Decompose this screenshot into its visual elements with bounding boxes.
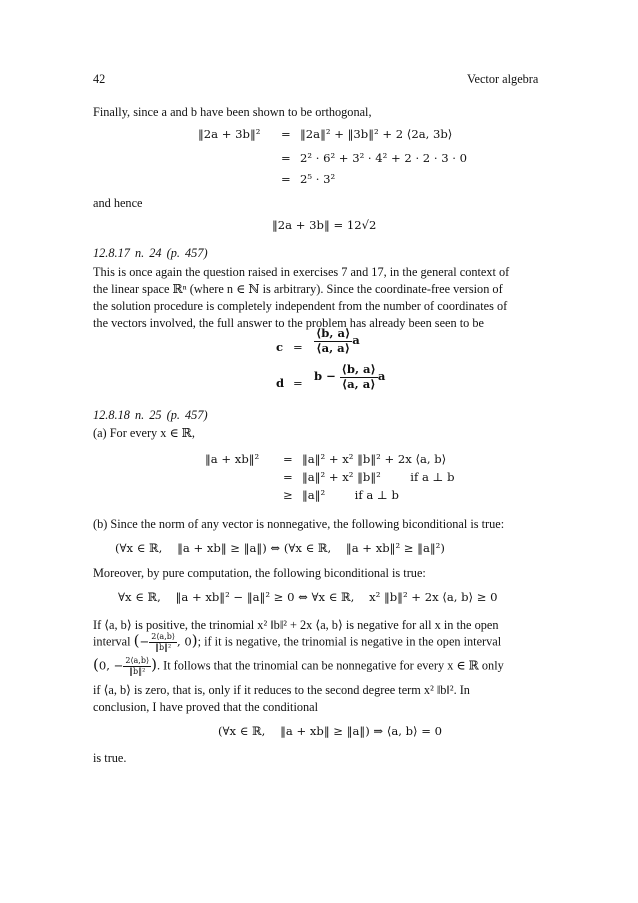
eq1-lhs: ‖2a + 3b‖² xyxy=(198,127,261,141)
ex17-heading: 12.8.17 n. 24 (p. 457) xyxy=(93,246,208,260)
conclusion-line2 xyxy=(93,633,501,652)
d-denominator: ⟨a, a⟩ xyxy=(341,376,376,391)
d-lhs: d xyxy=(276,376,285,390)
interval-2-open: ( xyxy=(93,655,99,674)
final-conditional: (∀x ∈ ℝ, ‖a + xb‖ ≥ ‖a‖) ⇒ ⟨a, b⟩ = 0 xyxy=(218,724,443,738)
biconditional-1: (∀x ∈ ℝ, ‖a + xb‖ ≥ ‖a‖) ⇔ (∀x ∈ ℝ, ‖a + xb‖² ≥ ‖a‖²) xyxy=(115,541,445,555)
c-denominator: ⟨a, a⟩ xyxy=(316,340,350,355)
eq1-rhs2: 2² · 6² + 3² · 4² + 2 · 2 · 3 · 0 xyxy=(300,151,468,165)
interval-2-fraction xyxy=(123,657,151,676)
part-b-text: (b) Since the norm of any vector is nonnegative, the following biconditional is true: xyxy=(93,517,505,531)
a-rel3: ≥ xyxy=(283,488,293,502)
interval-1: ( xyxy=(133,631,140,650)
interval-label: interval xyxy=(93,634,131,649)
interval-2-num: 2⟨a,b⟩ xyxy=(125,656,150,665)
a-rhs1: ‖a‖² + x² ‖b‖² + 2x ⟨a, b⟩ xyxy=(302,452,447,466)
interval-post: ; if it is negative, the trinomial is negative in the open interval xyxy=(197,634,502,649)
interval-1-fraction xyxy=(149,633,177,652)
a-rhs2: ‖a‖² + x² ‖b‖² if a ⊥ b xyxy=(302,470,455,484)
eq1-rel3: = xyxy=(281,172,291,186)
d-fraction xyxy=(340,364,378,390)
conclusion-line3-text: . It follows that the trinomial can be nonnegative for every x ∈ ℝ only xyxy=(156,658,504,673)
page-number: 42 xyxy=(93,72,106,86)
ex17-para-line3: the solution procedure is completely independent from the number of coordinates of xyxy=(93,299,508,313)
interval-2-close: ) xyxy=(151,655,157,674)
running-title: Vector algebra xyxy=(467,72,539,86)
conclusion-line3 xyxy=(93,657,504,676)
c-tail: a xyxy=(352,333,360,348)
a-lhs: ‖a + xb‖² xyxy=(205,452,260,466)
ex17-para-line1: This is once again the question raised in exercises 7 and 17, in the general context of xyxy=(93,265,510,279)
conclusion-line1: If ⟨a, b⟩ is positive, the trinomial x² ‖b‖² + 2x ⟨a, b⟩ is negative for all x in the open xyxy=(93,618,499,632)
d-rhs xyxy=(314,364,385,390)
is-true: is true. xyxy=(93,751,127,765)
a-rel1: = xyxy=(283,452,293,466)
d-rel: = xyxy=(293,376,303,390)
a-rel2: = xyxy=(283,470,293,484)
and-hence: and hence xyxy=(93,196,143,210)
c-numerator: ⟨b, a⟩ xyxy=(316,326,351,340)
eq1-rel2: = xyxy=(281,151,291,165)
c-rhs xyxy=(314,328,360,354)
interval-1-close: ) xyxy=(191,631,198,650)
a-rhs3: ‖a‖² if a ⊥ b xyxy=(302,488,399,502)
biconditional-2: ∀x ∈ ℝ, ‖a + xb‖² − ‖a‖² ≥ 0 ⇔ ∀x ∈ ℝ, x² ‖b‖² + 2x ⟨a, b⟩ ≥ 0 xyxy=(118,590,498,604)
c-lhs: c xyxy=(276,340,284,354)
eq2: ‖2a + 3b‖ = 12√2 xyxy=(272,218,377,232)
interval-1-den: ‖b‖² xyxy=(154,643,172,652)
ex17-para-line2: the linear space ℝⁿ (where n ∈ ℕ is arbitrary). Since the coordinate-free version of xyxy=(93,282,503,296)
interval-1-tail: , 0 xyxy=(176,634,192,649)
eq1-rhs3: 2⁵ · 3² xyxy=(300,172,336,186)
ex18-heading: 12.8.18 n. 25 (p. 457) xyxy=(93,408,208,422)
conclusion-line5: conclusion, I have proved that the conditional xyxy=(93,700,319,714)
d-tail: a xyxy=(377,369,386,384)
c-rel: = xyxy=(293,340,303,354)
interval-1-num: 2⟨a,b⟩ xyxy=(151,632,175,641)
ex17-para-line4: the vectors involved, the full answer to the problem has already been seen to be xyxy=(93,316,484,330)
moreover-text: Moreover, by pure computation, the following biconditional is true: xyxy=(93,566,426,580)
ex18-part-a: (a) For every x ∈ ℝ, xyxy=(93,426,195,440)
eq1-rel1: = xyxy=(281,127,291,141)
interval-2-den: ‖b‖² xyxy=(129,667,146,676)
conclusion-line4: if ⟨a, b⟩ is zero, that is, only if it reduces to the second degree term x² ‖b‖². In xyxy=(93,683,470,697)
intro-sentence: Finally, since a and b have been shown to be orthogonal, xyxy=(93,105,372,119)
d-numerator: ⟨b, a⟩ xyxy=(341,362,376,376)
eq1-rhs1: ‖2a‖² + ‖3b‖² + 2 ⟨2a, 3b⟩ xyxy=(300,127,453,141)
interval-2-head: 0, − xyxy=(98,658,124,673)
c-fraction xyxy=(314,328,352,354)
d-prefix: b − xyxy=(314,369,336,384)
interval-1-minus: − xyxy=(139,634,150,649)
